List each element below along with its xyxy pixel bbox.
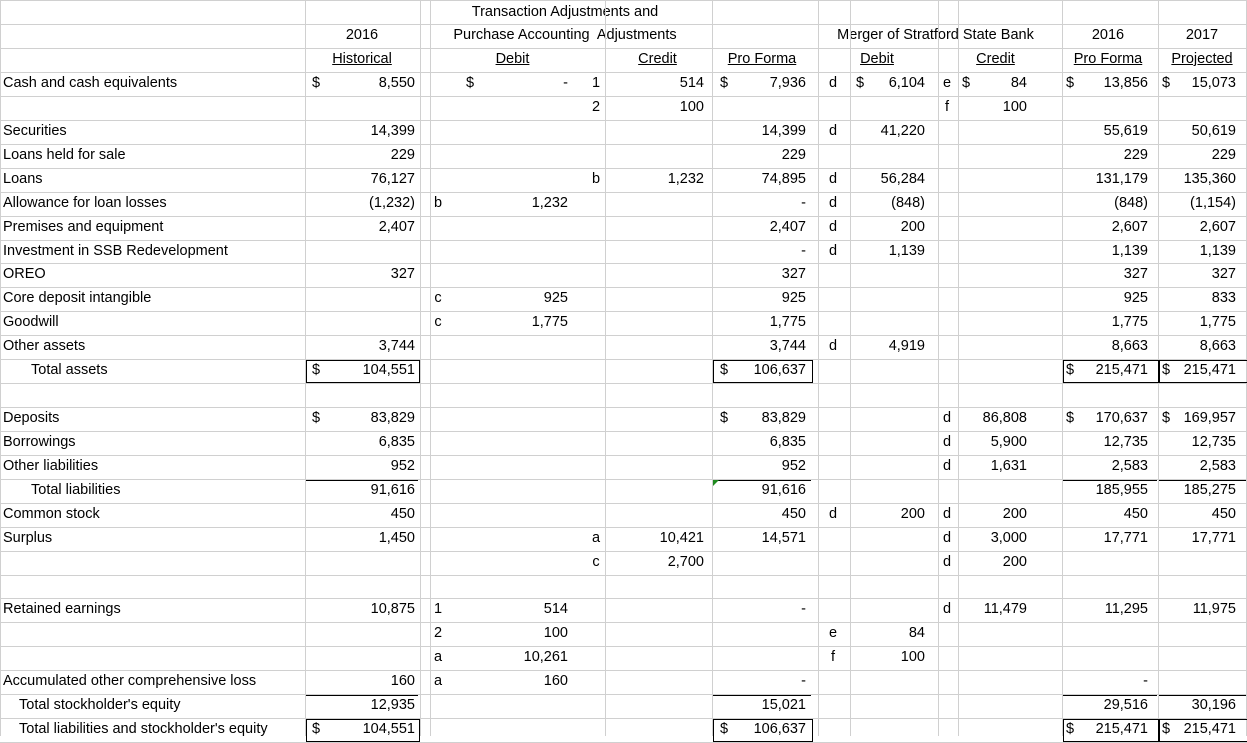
header-pro-forma: Pro Forma	[727, 51, 797, 67]
trans-credit-value[interactable]: 1,232	[667, 171, 704, 187]
historical-value[interactable]: 12,935	[370, 697, 415, 713]
pf2016-value[interactable]: (848)	[1114, 195, 1148, 211]
merger-credit-marker[interactable]: d	[942, 601, 952, 617]
merger-debit-value[interactable]: 84	[908, 625, 925, 641]
pro-forma-value[interactable]: -	[801, 601, 806, 617]
pro-forma-value[interactable]: 1,775	[769, 314, 806, 330]
merger-debit-value[interactable]: 56,284	[880, 171, 925, 187]
pf2016-value[interactable]: 229	[1123, 147, 1148, 163]
merger-debit-value[interactable]: 100	[900, 649, 925, 665]
header-trans-debit: Debit	[495, 51, 530, 67]
merger-debit-marker[interactable]: d	[828, 506, 838, 522]
row-label[interactable]: Accumulated other comprehensive loss	[3, 673, 257, 689]
row-label[interactable]: Deposits	[3, 410, 60, 426]
trans-debit-value[interactable]: 100	[543, 625, 568, 641]
merger-debit-value[interactable]: 1,139	[888, 243, 925, 259]
pf2016-value[interactable]: 13,856	[1103, 75, 1148, 91]
total-border	[1063, 480, 1157, 502]
header-trans-credit: Credit	[638, 51, 677, 67]
merger-debit-marker[interactable]: f	[830, 649, 836, 665]
header-merger-stratford: Merger of Stratford State Bank	[837, 27, 1034, 43]
trans-credit-value[interactable]: 514	[679, 75, 704, 91]
header-2016-historical-year: 2016	[345, 27, 379, 43]
row-label[interactable]: Loans held for sale	[3, 147, 126, 163]
merger-credit-marker[interactable]: d	[942, 554, 952, 570]
pro-forma-value[interactable]: 106,637	[753, 721, 806, 737]
comment-indicator-icon[interactable]	[713, 480, 719, 486]
merger-credit-value[interactable]: 1,631	[990, 458, 1027, 474]
pro-forma-value[interactable]: 952	[781, 458, 806, 474]
trans-credit-marker[interactable]: a	[591, 530, 601, 546]
proj2017-dollar[interactable]: $	[1162, 362, 1171, 378]
pf2016-value[interactable]: 185,955	[1095, 482, 1148, 498]
historical-value[interactable]: 76,127	[370, 171, 415, 187]
row-label[interactable]: Borrowings	[3, 434, 76, 450]
merger-credit-marker[interactable]: d	[942, 458, 952, 474]
header-2016-year: 2016	[1091, 27, 1125, 43]
merger-debit-value[interactable]: 41,220	[880, 123, 925, 139]
pf2016-dollar[interactable]: $	[1066, 410, 1075, 426]
trans-credit-marker[interactable]: 1	[591, 75, 601, 91]
trans-debit-value[interactable]: 1,232	[531, 195, 568, 211]
proj2017-dollar[interactable]: $	[1162, 721, 1171, 737]
historical-value[interactable]: 952	[390, 458, 415, 474]
historical-dollar[interactable]: $	[312, 721, 321, 737]
merger-credit-value[interactable]: 86,808	[982, 410, 1027, 426]
pro-forma-value[interactable]: -	[801, 673, 806, 689]
total-border	[1063, 719, 1159, 742]
pro-forma-value[interactable]: 14,571	[761, 530, 806, 546]
historical-value[interactable]: 229	[390, 147, 415, 163]
row-label[interactable]: Other assets	[3, 338, 86, 354]
trans-debit-value[interactable]: 514	[543, 601, 568, 617]
total-border	[1063, 360, 1159, 383]
row-label[interactable]: Securities	[3, 123, 67, 139]
trans-debit-marker[interactable]: a	[433, 649, 443, 665]
merger-credit-value[interactable]: 3,000	[990, 530, 1027, 546]
proj2017-value[interactable]: 2,583	[1199, 458, 1236, 474]
pro-forma-value[interactable]: -	[801, 195, 806, 211]
proj2017-value[interactable]: 215,471	[1183, 362, 1236, 378]
historical-value[interactable]: 10,875	[370, 601, 415, 617]
total-border	[306, 719, 420, 742]
header-merger-credit: Credit	[976, 51, 1015, 67]
grid-row-line	[0, 24, 1247, 25]
merger-credit-marker[interactable]: e	[942, 75, 952, 91]
header-merger-debit: Debit	[860, 51, 894, 67]
historical-dollar[interactable]: $	[312, 75, 321, 91]
proj2017-value[interactable]: 8,663	[1199, 338, 1236, 354]
pf2016-value[interactable]: 2,607	[1111, 219, 1148, 235]
merger-debit-marker[interactable]: d	[828, 75, 838, 91]
pro-forma-value[interactable]: 74,895	[761, 171, 806, 187]
historical-value[interactable]: 160	[390, 673, 415, 689]
historical-value[interactable]: 3,744	[378, 338, 415, 354]
merger-debit-marker[interactable]: d	[828, 171, 838, 187]
total-border	[306, 480, 418, 502]
pro-forma-value[interactable]: -	[801, 243, 806, 259]
historical-dollar[interactable]: $	[312, 410, 321, 426]
merger-debit-marker[interactable]: e	[828, 625, 838, 641]
merger-credit-marker[interactable]: d	[942, 506, 952, 522]
historical-value[interactable]: 14,399	[370, 123, 415, 139]
historical-value[interactable]: 1,450	[378, 530, 415, 546]
proj2017-value[interactable]: 15,073	[1191, 75, 1236, 91]
proj2017-value[interactable]: 50,619	[1191, 123, 1236, 139]
header-2016-pro-forma: Pro Forma	[1073, 51, 1143, 67]
pf2016-value[interactable]: 131,179	[1095, 171, 1148, 187]
row-label[interactable]: Investment in SSB Redevelopment	[3, 243, 228, 259]
row-label[interactable]: Other liabilities	[3, 458, 99, 474]
merger-credit-value[interactable]: 200	[1002, 554, 1027, 570]
total-border	[713, 695, 811, 717]
merger-credit-marker[interactable]: d	[942, 410, 952, 426]
pro-forma-value[interactable]: 7,936	[769, 75, 806, 91]
merger-credit-marker[interactable]: d	[942, 530, 952, 546]
merger-debit-value[interactable]: 6,104	[888, 75, 925, 91]
trans-credit-value[interactable]: 100	[679, 99, 704, 115]
proj2017-value[interactable]: 169,957	[1183, 410, 1236, 426]
pro-forma-value[interactable]: 106,637	[753, 362, 806, 378]
merger-credit-value[interactable]: 200	[1002, 506, 1027, 522]
trans-debit-value[interactable]: 1,775	[531, 314, 568, 330]
total-border	[306, 695, 418, 717]
pf2016-dollar[interactable]: $	[1066, 75, 1075, 91]
total-border	[1159, 480, 1246, 502]
trans-credit-marker[interactable]: b	[591, 171, 601, 187]
grid-row-line	[0, 646, 1247, 647]
proj2017-value[interactable]: 229	[1211, 147, 1236, 163]
pro-forma-value[interactable]: 6,835	[769, 434, 806, 450]
pro-forma-value[interactable]: 450	[781, 506, 806, 522]
proj2017-dollar[interactable]: $	[1162, 410, 1171, 426]
pro-forma-dollar[interactable]: $	[720, 75, 729, 91]
proj2017-value[interactable]: 327	[1211, 266, 1236, 282]
grid-row-line	[0, 0, 1247, 1]
grid-column-line	[0, 0, 1, 736]
total-border	[713, 719, 813, 742]
merger-debit-dollar[interactable]: $	[856, 75, 865, 91]
historical-value[interactable]: 8,550	[378, 75, 415, 91]
proj2017-value[interactable]: 135,360	[1183, 171, 1236, 187]
row-label[interactable]: Goodwill	[3, 314, 59, 330]
pf2016-dollar[interactable]: $	[1066, 721, 1075, 737]
merger-credit-value[interactable]: 100	[1002, 99, 1027, 115]
merger-debit-marker[interactable]: d	[828, 219, 838, 235]
trans-debit-marker[interactable]: a	[433, 673, 443, 689]
proj2017-value[interactable]: 1,139	[1199, 243, 1236, 259]
row-label[interactable]: Total liabilities and stockholder's equity	[19, 721, 268, 737]
row-label[interactable]: Common stock	[3, 506, 100, 522]
grid-row-line	[0, 575, 1247, 576]
pf2016-value[interactable]: -	[1143, 673, 1148, 689]
row-label[interactable]: Cash and cash equivalents	[3, 75, 178, 91]
proj2017-value[interactable]: 185,275	[1183, 482, 1236, 498]
proj2017-value[interactable]: 11,975	[1192, 601, 1236, 617]
merger-debit-value[interactable]: 4,919	[888, 338, 925, 354]
trans-debit-marker[interactable]: 1	[433, 601, 443, 617]
pf2016-value[interactable]: 925	[1123, 290, 1148, 306]
row-label[interactable]: Surplus	[3, 530, 53, 546]
pro-forma-value[interactable]: 91,616	[761, 482, 806, 498]
grid-row-line	[0, 383, 1247, 384]
trans-credit-marker[interactable]: 2	[591, 99, 601, 115]
row-label[interactable]: Retained earnings	[3, 601, 121, 617]
trans-debit-dollar[interactable]: $	[466, 75, 475, 91]
proj2017-value[interactable]: 450	[1211, 506, 1236, 522]
trans-debit-marker[interactable]: b	[433, 195, 443, 211]
trans-debit-value[interactable]: 160	[543, 673, 568, 689]
historical-value[interactable]: 91,616	[370, 482, 415, 498]
trans-credit-value[interactable]: 2,700	[667, 554, 704, 570]
historical-value[interactable]: 104,551	[362, 362, 415, 378]
row-label[interactable]: Total liabilities	[31, 482, 121, 498]
pf2016-value[interactable]: 1,139	[1111, 243, 1148, 259]
trans-debit-value[interactable]: -	[563, 75, 568, 91]
proj2017-value[interactable]: 17,771	[1191, 530, 1236, 546]
pf2016-value[interactable]: 215,471	[1095, 362, 1148, 378]
total-border	[1063, 695, 1157, 717]
trans-debit-marker[interactable]: 2	[433, 625, 443, 641]
trans-debit-value[interactable]: 10,261	[523, 649, 568, 665]
row-label[interactable]: Core deposit intangible	[3, 290, 152, 306]
total-border	[1159, 360, 1247, 383]
pro-forma-dollar[interactable]: $	[720, 362, 729, 378]
proj2017-value[interactable]: 12,735	[1191, 434, 1236, 450]
pro-forma-value[interactable]: 15,021	[761, 697, 806, 713]
row-label[interactable]: Total assets	[31, 362, 108, 378]
header-purchase-accounting: Purchase Accounting Adjustments	[453, 27, 677, 43]
merger-debit-marker[interactable]: d	[828, 338, 838, 354]
pf2016-value[interactable]: 1,775	[1111, 314, 1148, 330]
merger-credit-marker[interactable]: d	[942, 434, 952, 450]
total-border	[713, 480, 811, 502]
pf2016-value[interactable]: 12,735	[1103, 434, 1148, 450]
merger-debit-value[interactable]: (848)	[891, 195, 925, 211]
historical-value[interactable]: 2,407	[378, 219, 415, 235]
pf2016-value[interactable]: 2,583	[1111, 458, 1148, 474]
header-2017-projected: Projected	[1171, 51, 1233, 67]
grid-column-line	[958, 0, 959, 736]
pf2016-value[interactable]: 17,771	[1103, 530, 1148, 546]
pf2016-value[interactable]: 215,471	[1095, 721, 1148, 737]
row-label[interactable]: OREO	[3, 266, 46, 282]
pro-forma-value[interactable]: 14,399	[761, 123, 806, 139]
total-border	[1159, 719, 1247, 742]
pf2016-dollar[interactable]: $	[1066, 362, 1075, 378]
merger-debit-marker[interactable]: d	[828, 195, 838, 211]
historical-dollar[interactable]: $	[312, 362, 321, 378]
header-2017-year: 2017	[1185, 27, 1219, 43]
header-transaction-adjustments: Transaction Adjustments and	[471, 4, 659, 20]
proj2017-value[interactable]: 833	[1211, 290, 1236, 306]
pro-forma-dollar[interactable]: $	[720, 410, 729, 426]
pf2016-value[interactable]: 55,619	[1103, 123, 1148, 139]
pf2016-value[interactable]: 170,637	[1095, 410, 1148, 426]
historical-value[interactable]: (1,232)	[369, 195, 415, 211]
pro-forma-value[interactable]: 229	[781, 147, 806, 163]
proj2017-value[interactable]: (1,154)	[1190, 195, 1236, 211]
merger-credit-dollar[interactable]: $	[962, 75, 971, 91]
grid-row-line	[0, 48, 1247, 49]
proj2017-value[interactable]: 2,607	[1199, 219, 1236, 235]
pf2016-value[interactable]: 450	[1123, 506, 1148, 522]
proj2017-dollar[interactable]: $	[1162, 75, 1171, 91]
merger-debit-marker[interactable]: d	[828, 123, 838, 139]
pf2016-value[interactable]: 327	[1123, 266, 1148, 282]
historical-value[interactable]: 83,829	[370, 410, 415, 426]
pro-forma-value[interactable]: 3,744	[769, 338, 806, 354]
proj2017-value[interactable]: 30,196	[1191, 697, 1236, 713]
grid-column-line	[850, 0, 851, 736]
merger-credit-marker[interactable]: f	[944, 99, 950, 115]
pro-forma-value[interactable]: 327	[781, 266, 806, 282]
trans-debit-marker[interactable]: c	[434, 290, 442, 306]
merger-debit-marker[interactable]: d	[828, 243, 838, 259]
row-label[interactable]: Loans	[3, 171, 43, 187]
grid-row-line	[0, 622, 1247, 623]
proj2017-value[interactable]: 215,471	[1183, 721, 1236, 737]
pf2016-value[interactable]: 29,516	[1103, 697, 1148, 713]
pro-forma-value[interactable]: 925	[781, 290, 806, 306]
pro-forma-value[interactable]: 2,407	[769, 219, 806, 235]
trans-debit-marker[interactable]: c	[434, 314, 442, 330]
total-border	[713, 360, 813, 383]
merger-credit-value[interactable]: 11,479	[983, 601, 1027, 617]
pf2016-value[interactable]: 8,663	[1111, 338, 1148, 354]
merger-debit-value[interactable]: 200	[900, 219, 925, 235]
row-label[interactable]: Total stockholder's equity	[19, 697, 181, 713]
pro-forma-value[interactable]: 83,829	[761, 410, 806, 426]
historical-value[interactable]: 327	[390, 266, 415, 282]
trans-credit-marker[interactable]: c	[592, 554, 600, 570]
trans-debit-value[interactable]: 925	[543, 290, 568, 306]
total-border	[1159, 695, 1246, 717]
merger-credit-value[interactable]: 5,900	[990, 434, 1027, 450]
trans-credit-value[interactable]: 10,421	[659, 530, 704, 546]
historical-value[interactable]: 104,551	[362, 721, 415, 737]
pf2016-value[interactable]: 11,295	[1104, 601, 1148, 617]
proj2017-value[interactable]: 1,775	[1199, 314, 1236, 330]
header-historical: Historical	[332, 51, 392, 67]
row-label[interactable]: Premises and equipment	[3, 219, 164, 235]
merger-debit-value[interactable]: 200	[900, 506, 925, 522]
pro-forma-dollar[interactable]: $	[720, 721, 729, 737]
total-border	[306, 360, 420, 383]
historical-value[interactable]: 450	[390, 506, 415, 522]
merger-credit-value[interactable]: 84	[1010, 75, 1027, 91]
historical-value[interactable]: 6,835	[378, 434, 415, 450]
row-label[interactable]: Allowance for loan losses	[3, 195, 167, 211]
